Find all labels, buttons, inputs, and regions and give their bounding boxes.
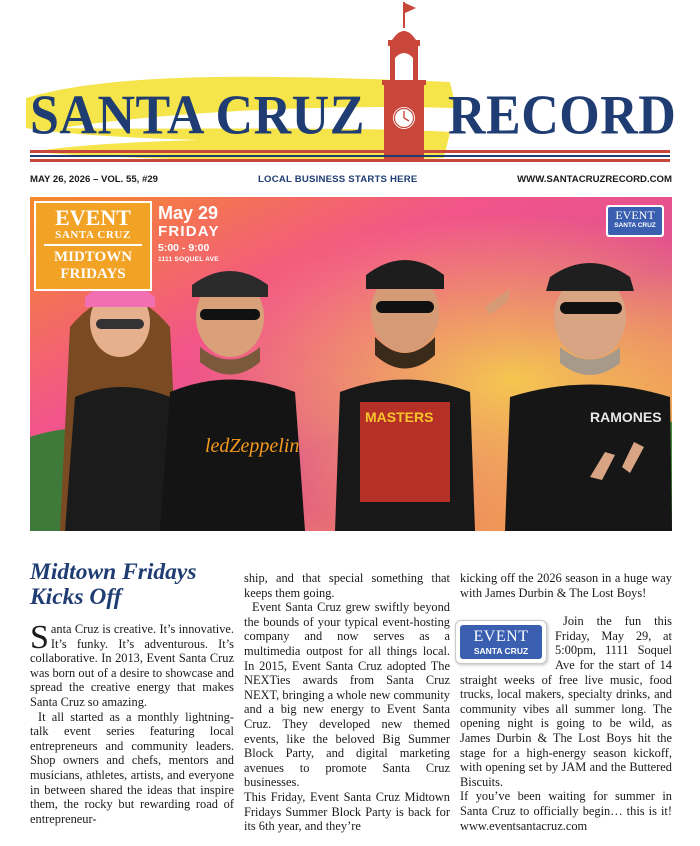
promo-fridays-label: FRIDAYS bbox=[60, 266, 126, 282]
paper-title-right: RECORD bbox=[448, 84, 677, 147]
article bbox=[30, 560, 672, 844]
article-paragraph: Santa Cruz is creative. It’s innovative. It’s funky. It’s adventurous. It’s collaborative. In 2013, Event Santa Cruz was born out of a desire to showcase and spread the creative energy that makes Santa Cruz so amazing. bbox=[30, 619, 234, 709]
article-paragraph: This Friday, Event Santa Cruz Midtown Fridays Summer Block Party is back for its 6th year, and they’re bbox=[244, 789, 450, 834]
article-column-3 bbox=[460, 571, 672, 833]
badge-santa-cruz-label: SANTA CRUZ bbox=[473, 646, 529, 657]
issue-info-bar bbox=[30, 171, 672, 191]
promo-midtown-label: MIDTOWN bbox=[53, 249, 133, 265]
hero-photo bbox=[30, 197, 672, 531]
article-paragraph: Join the fun this Friday, May 29, at 5:00pm, 1111 Soquel Ave for the start of 14 straight weeks of free live music, food trucks, local makers, specialty drinks, and community vibes all summer long. The opening night is going to be wild, as James Durbin & The Lost Boys hit the stage for a high-energy season kickoff, with opening set by JAM and the Buttered Biscuits. bbox=[460, 614, 672, 789]
website-link[interactable]: WWW.SANTACRUZRECORD.COM bbox=[517, 174, 672, 185]
masthead bbox=[0, 0, 700, 170]
article-paragraph: If you’ve been waiting for summer in Santa Cruz to officially begin… this is it! www.eventsantacruz.com bbox=[460, 789, 672, 833]
article-paragraph: It all started as a monthly lightning-talk event series featuring local entrepreneurs and community leaders. Shop owners and chefs, mentors and musicians, athletes, artists, and everyone in between shared the ideas that inspire them, the rocky but rewarding road of entrepreneur- bbox=[30, 709, 234, 826]
article-paragraph: kicking off the 2026 season in a huge way with James Durbin & The Lost Boys! bbox=[460, 571, 672, 600]
promo-divider bbox=[44, 244, 142, 246]
event-day: FRIDAY bbox=[158, 223, 220, 240]
svg-text:ledZeppelin: ledZeppelin bbox=[205, 435, 300, 457]
svg-text:MASTERS: MASTERS bbox=[365, 409, 434, 425]
paper-title-left: SANTA CRUZ bbox=[30, 84, 365, 147]
midtown-fridays-promo-card bbox=[34, 201, 152, 291]
drop-cap: S bbox=[30, 619, 49, 656]
badge-santa-cruz-label: SANTA CRUZ bbox=[614, 222, 656, 229]
badge-event-label: EVENT bbox=[615, 208, 655, 222]
event-santa-cruz-logo-badge bbox=[455, 616, 547, 668]
article-headline: Midtown Fridays Kicks Off bbox=[30, 559, 197, 610]
event-time: 5:00 - 9:00 bbox=[158, 242, 210, 254]
event-santa-cruz-logo-badge bbox=[606, 205, 664, 237]
badge-event-label: EVENT bbox=[473, 628, 529, 646]
event-date: May 29 bbox=[158, 203, 219, 223]
tagline: LOCAL BUSINESS STARTS HERE bbox=[258, 174, 418, 185]
event-address: 1111 SOQUEL AVE bbox=[158, 256, 219, 263]
promo-event-label: EVENT bbox=[55, 205, 131, 230]
article-column-1 bbox=[30, 619, 234, 826]
article-paragraph: ship, and that special something that keeps them going. bbox=[244, 571, 450, 600]
issue-date: MAY 26, 2026 – VOL. 55, #29 bbox=[30, 174, 159, 185]
promo-santa-cruz-label: SANTA CRUZ bbox=[55, 229, 131, 241]
paragraph-spacer bbox=[460, 600, 672, 614]
article-column-2 bbox=[244, 571, 450, 834]
svg-text:RAMONES: RAMONES bbox=[590, 409, 662, 425]
clock-tower-icon bbox=[364, 0, 444, 160]
masthead-divider bbox=[30, 150, 670, 162]
article-paragraph: Event Santa Cruz grew swiftly beyond the bounds of your typical event-hosting company and now serves as a multimedia outpost for all things local. In 2015, Event Santa Cruz adopted The NEXTies awards from Santa Cruz NEXT, bringing a whole new community and a big new energy to Event Santa Cruz. They developed new themed events, like the beloved Big Summer Block Party, and digital marketing avenues to promote Santa Cruz businesses. bbox=[244, 600, 450, 790]
